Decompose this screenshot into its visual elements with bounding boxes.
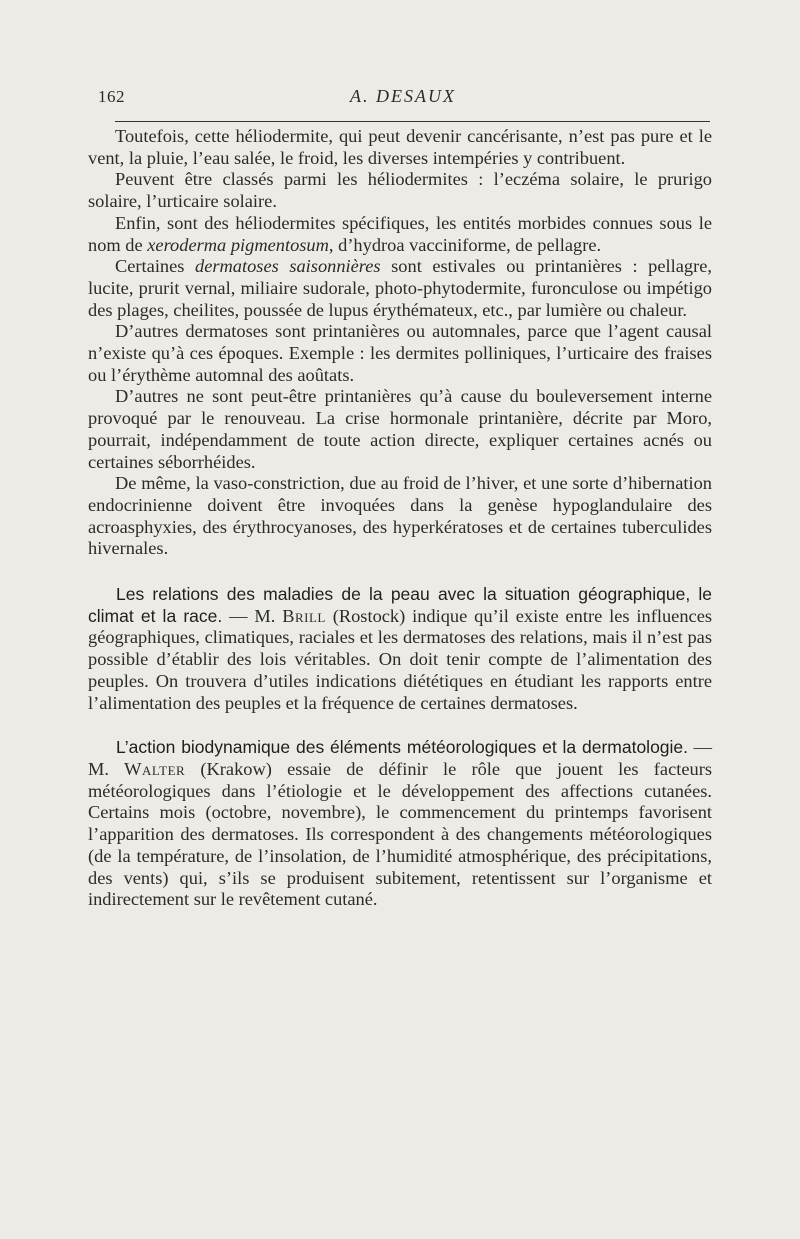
section-heading: L’action biodynamique des éléments météorologiques et la dermatologie. — [116, 737, 689, 758]
running-head: A. DESAUX — [350, 86, 456, 106]
section-meteorology: L’action biodynamique des éléments météorologiques et la dermatologie. — M. Walter (Krakow) essaie de définir le rôle que jouent les facteurs météorologiques dans l’étiologie et le développement des affections cutanées. Certains mois (octobre, novembre), le commencement du printemps favorisent l’apparition des dermatoses. Ils correspondent à des changements météorologiques (de la température, de l’insolation, de l’humidité atmosphérique, des précipitations, des vents) qui, s’ils se produisent subitement, retentissent sur l’organisme et indirectement sur le revêtement cutané. — [88, 737, 712, 910]
paragraph: Enfin, sont des héliodermites spécifiques, les entités morbides connues sous le nom de xeroderma pigmentosum, d’hydroa vacciniforme, de pellagre. — [88, 212, 712, 255]
page-number: 162 — [98, 87, 125, 106]
section-geography: Les relations des maladies de la peau avec la situation géographique, le climat et la race. — M. Brill (Rostock) indique qu’il existe entre les influences géographiques, climatiques, raciales et les dermatoses des relations, mais il n’est pas possible d’établir des lois véritables. On doit tenir compte de l’alimentation des peuples. On trouvera d’utiles indications diététiques en étudiant les rapports entre l’alimentation des peuples et la fréquence de certaines dermatoses. — [88, 584, 713, 713]
paragraph: D’autres ne sont peut-être printanières qu’à cause du bouleversement interne provoqué par le renouveau. La crise hormonale printanière, décrite par Moro, pourrait, indépendamment de toute action directe, expliquer certaines acnés ou certaines séborrhéides. — [88, 386, 712, 472]
italic-term: xeroderma pigmentosum — [147, 234, 329, 255]
author-name: Brill — [282, 605, 326, 626]
paragraph: Peuvent être classés parmi les héliodermites : l’eczéma solaire, le prurigo solaire, l’urticaire solaire. — [88, 169, 712, 212]
body-text — [88, 126, 712, 911]
header-rule — [115, 121, 710, 122]
paragraph: Toutefois, cette héliodermite, qui peut devenir cancérisante, n’est pas pure et le vent, la pluie, l’eau salée, le froid, les diverses intempéries y contribuent. — [88, 126, 712, 168]
paragraph: De même, la vaso-constriction, due au froid de l’hiver, et une sorte d’hibernation endocrinienne doivent être invoquées dans la genèse hypoglandulaire des acroasphyxies, des érythrocyanoses, des hyperkératoses et de certaines tuberculides hivernales. — [88, 473, 712, 559]
paragraph: Certaines dermatoses saisonnières sont estivales ou printanières : pellagre, lucite, prurit vernal, miliaire sudorale, photo-phytodermite, furonculose ou impétigo des plages, cheilites, poussée de lupus érythémateux, etc., par lumière ou chaleur. — [88, 256, 712, 320]
author-name: Walter — [124, 758, 186, 779]
paragraph: D’autres dermatoses sont printanières ou automnales, parce que l’agent causal n’existe qu’à ces époques. Exemple : les dermites polliniques, l’urticaire des fraises ou l’érythème automnal des aoûtats. — [88, 321, 712, 385]
italic-term: dermatoses saisonnières — [195, 256, 381, 277]
section-heading: Les relations des maladies de la peau avec la situation géographique, le climat et la race. — [88, 584, 712, 626]
page-header — [0, 82, 800, 112]
